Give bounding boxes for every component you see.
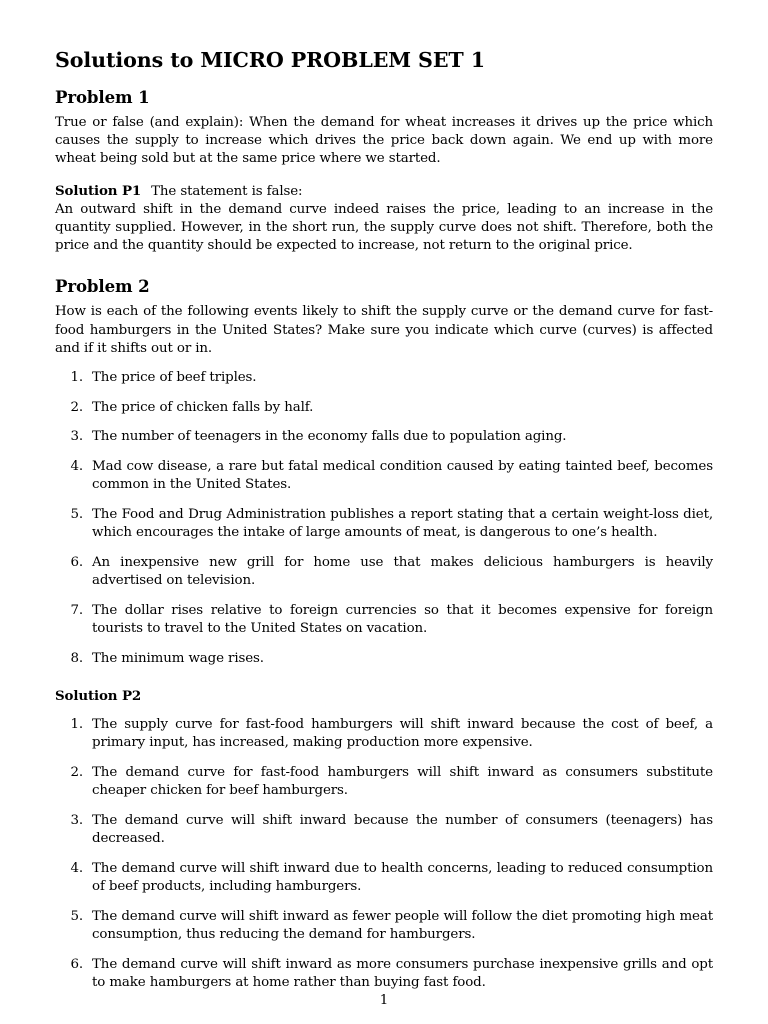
- list-item-text: The demand curve for fast-food hamburgers will shift inward as consumers substitute cheaper chicken for beef hamburgers.: [92, 765, 713, 799]
- list-item: [55, 716, 713, 752]
- list-item-text: The Food and Drug Administration publishes a report stating that a certain weight-loss diet, which encourages the intake of large amounts of meat, is dangerous to one’s health.: [92, 507, 713, 541]
- list-item: [55, 399, 713, 417]
- list-item: [55, 650, 713, 668]
- problem-2-heading: Problem 2: [55, 276, 150, 297]
- problem-2-text: How is each of the following events likely to shift the supply curve or the demand curve for fast-food hamburgers in the United States? Make sure you indicate which curve (curves) is affected and if it shifts out or in.: [55, 304, 713, 356]
- solution-1-label: Solution P1: [55, 182, 142, 199]
- list-item-number: 2.: [70, 399, 83, 415]
- list-item-text: The price of beef triples.: [92, 370, 257, 386]
- document-page: [55, 47, 713, 1004]
- list-item: [55, 428, 713, 446]
- list-item-text: The demand curve will shift inward because the number of consumers (teenagers) has decreased.: [92, 812, 713, 847]
- list-item-text: The demand curve will shift inward as more consumers purchase inexpensive grills and opt to make hamburgers at home rather than buying fast food.: [92, 956, 713, 990]
- list-item: [55, 764, 713, 800]
- list-item: [55, 860, 713, 896]
- list-item-text: Mad cow disease, a rare but fatal medical condition caused by eating tainted beef, becomes common in the United States.: [92, 459, 713, 493]
- problem-1-text: True or false (and explain): When the demand for wheat increases it drives up the price which causes the supply to increase which drives the price back down again. We end up with more wheat being sold but at the same price where we started.: [55, 115, 713, 167]
- list-item-text: An inexpensive new grill for home use that makes delicious hamburgers is heavily advertised on television.: [92, 554, 713, 589]
- list-item-number: 1.: [70, 717, 83, 733]
- list-item-text: The number of teenagers in the economy falls due to population aging.: [92, 429, 567, 445]
- solution-2-heading: Solution P2: [55, 687, 142, 704]
- problem-2-event-list: [55, 369, 713, 668]
- list-item: [55, 458, 713, 494]
- solution-2-answer-list: [55, 716, 713, 992]
- list-item-number: 4.: [70, 860, 83, 876]
- list-item-text: The price of chicken falls by half.: [92, 399, 314, 415]
- list-item: [55, 908, 713, 944]
- list-item-number: 4.: [70, 459, 83, 475]
- list-item-number: 8.: [70, 650, 83, 666]
- list-item: [55, 369, 713, 387]
- list-item-text: The dollar rises relative to foreign currencies so that it becomes expensive for foreign tourists to travel to the United States on vacation.: [92, 602, 713, 637]
- solution-1-text: An outward shift in the demand curve indeed raises the price, leading to an increase in the quantity supplied. However, in the short run, the supply curve does not shift. Therefore, both the price and the quantity should be expected to increase, not return to the original price.: [55, 201, 713, 254]
- list-item: [55, 812, 713, 848]
- list-item-number: 1.: [70, 370, 83, 386]
- problem-1-heading: Problem 1: [55, 87, 150, 107]
- list-item-number: 5.: [70, 507, 83, 523]
- list-item: [55, 602, 713, 638]
- list-item: [55, 506, 713, 542]
- list-item-number: 3.: [70, 429, 83, 445]
- list-item-number: 6.: [70, 956, 83, 972]
- list-item-number: 2.: [70, 765, 83, 781]
- list-item-text: The demand curve will shift inward due to health concerns, leading to reduced consumption of beef products, including hamburgers.: [92, 860, 713, 895]
- list-item: [55, 956, 713, 992]
- list-item: [55, 554, 713, 590]
- list-item-number: 5.: [70, 908, 83, 924]
- page-number: 1: [379, 993, 389, 1008]
- document-title: Solutions to MICRO PROBLEM SET 1: [55, 48, 485, 72]
- list-item-text: The demand curve will shift inward as fewer people will follow the diet promoting high meat consumption, thus reducing the demand for hamburgers.: [92, 908, 713, 942]
- solution-1: [55, 182, 713, 256]
- list-item-text: The minimum wage rises.: [92, 650, 264, 666]
- solution-1-lead: The statement is false:: [151, 183, 303, 199]
- solution-1-lead-line: [55, 182, 713, 201]
- list-item-number: 7.: [70, 602, 83, 618]
- list-item-number: 6.: [70, 554, 83, 570]
- list-item-text: The supply curve for fast-food hamburgers will shift inward because the cost of beef, a primary input, has increased, making production more expensive.: [92, 717, 713, 751]
- list-item-number: 3.: [70, 812, 83, 828]
